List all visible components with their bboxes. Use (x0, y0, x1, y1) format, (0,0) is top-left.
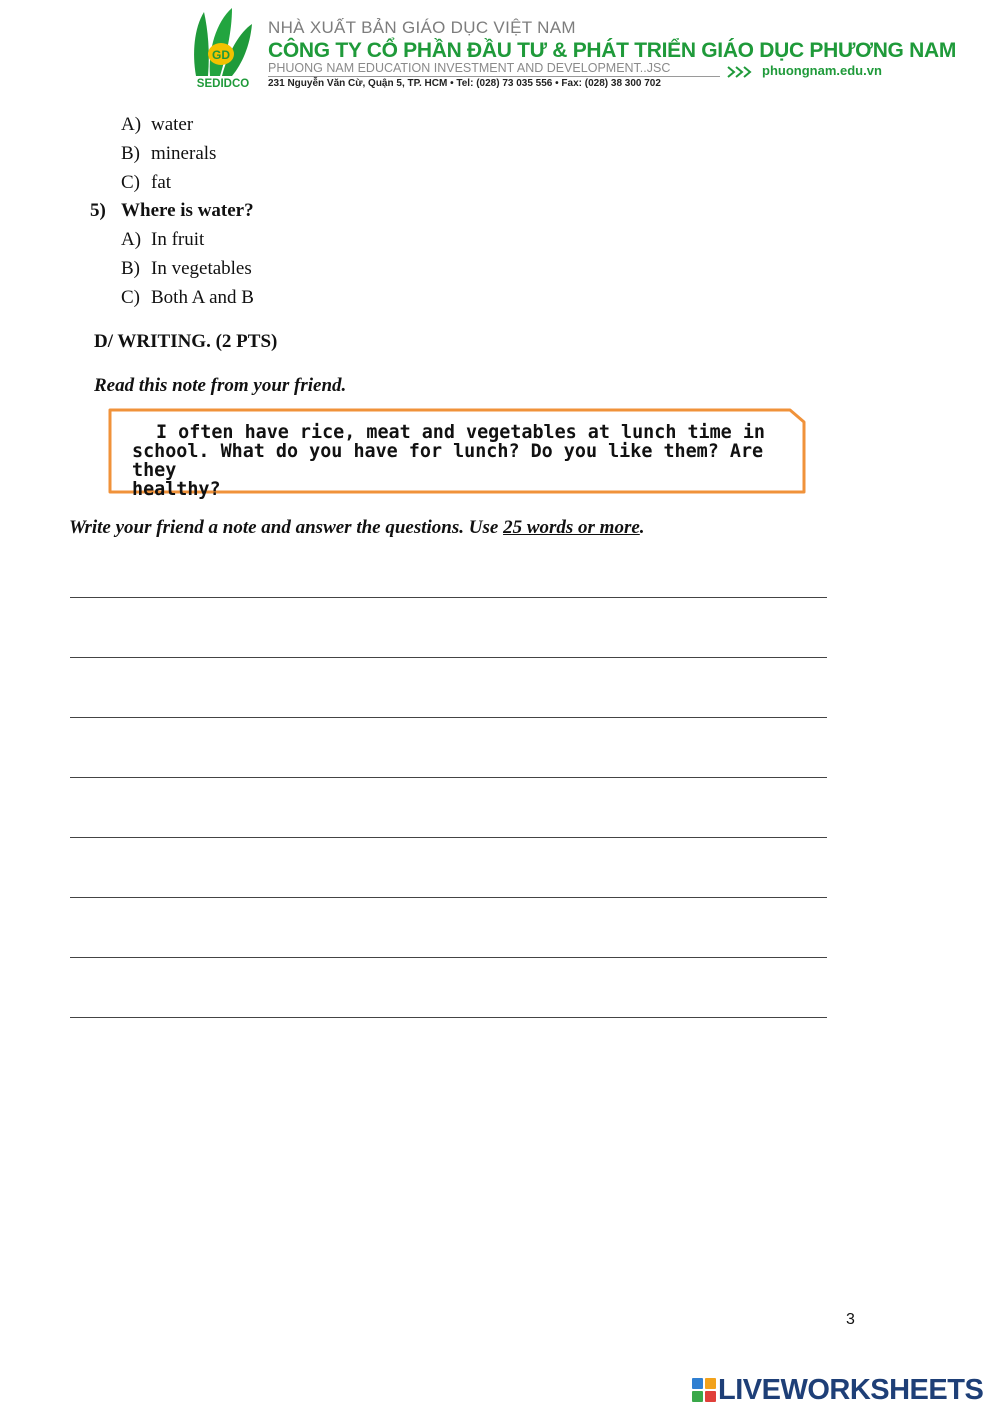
friend-note-text (132, 423, 792, 499)
answer-line[interactable] (70, 897, 827, 898)
company-name-en: PHUONG NAM EDUCATION INVESTMENT AND DEVELOPMENT..JSC (268, 61, 671, 75)
company-contact: 231 Nguyễn Văn Cừ, Quận 5, TP. HCM • Tel: (028) 73 035 556 • Fax: (028) 38 300 702 (268, 78, 661, 89)
option-text: Both A and B (151, 287, 254, 308)
answer-line[interactable] (70, 837, 827, 838)
task-word-count: 25 words or more (503, 517, 640, 538)
writing-task (69, 517, 645, 539)
answer-line[interactable] (70, 597, 827, 598)
publisher-name: NHÀ XUẤT BẢN GIÁO DỤC VIỆT NAM (268, 18, 576, 37)
option-letter: B) (121, 258, 140, 279)
question-text: Where is water? (121, 200, 254, 221)
liveworksheets-logo-icon (692, 1378, 716, 1402)
note-line-3: healthy? (132, 479, 221, 500)
option-letter: C) (121, 287, 140, 308)
option-letter: C) (121, 172, 140, 193)
q4-option-a[interactable] (121, 114, 193, 136)
question-number: 5) (90, 200, 106, 221)
option-text: minerals (151, 143, 217, 164)
page-number: 3 (846, 1311, 855, 1328)
logo-gd-text: GD (212, 48, 230, 62)
answer-line[interactable] (70, 1017, 827, 1018)
note-line-2: school. What do you have for lunch? Do you like them? Are they (132, 441, 764, 481)
task-text: Write your friend a note and answer the questions. Use (69, 517, 504, 538)
q5-option-a[interactable] (121, 229, 204, 251)
chevrons-right-icon (726, 64, 758, 80)
publisher-header (188, 6, 957, 90)
option-text: In fruit (151, 229, 205, 250)
option-text: In vegetables (151, 258, 252, 279)
q4-option-b[interactable] (121, 143, 216, 165)
q5-option-c[interactable] (121, 287, 254, 309)
note-line-1: I often have rice, meat and vegetables at lunch time in (156, 422, 765, 443)
answer-line[interactable] (70, 777, 827, 778)
liveworksheets-wordmark: LIVEWORKSHEETS (718, 1374, 984, 1406)
company-name: CÔNG TY CỔ PHẦN ĐẦU TƯ & PHÁT TRIỂN GIÁO DỤC PHƯƠNG NAM (268, 39, 957, 62)
section-title: D/ WRITING. (2 PTS) (94, 331, 278, 352)
logo-brand-text: SEDIDCO (196, 78, 250, 90)
answer-line[interactable] (70, 717, 827, 718)
header-rule (268, 76, 720, 77)
task-end: . (639, 517, 645, 538)
q4-option-c[interactable] (121, 172, 171, 194)
option-text: fat (151, 172, 172, 193)
company-website[interactable]: phuongnam.edu.vn (762, 63, 882, 78)
reading-instruction: Read this note from your friend. (94, 375, 347, 396)
q5-option-b[interactable] (121, 258, 252, 280)
option-letter: A) (121, 114, 142, 135)
question-5 (90, 200, 254, 222)
option-text: water (151, 114, 194, 135)
liveworksheets-brand (692, 1374, 992, 1406)
option-letter: A) (121, 229, 142, 250)
answer-line[interactable] (70, 957, 827, 958)
sedidco-logo (190, 6, 256, 90)
answer-line[interactable] (70, 657, 827, 658)
option-letter: B) (121, 143, 140, 164)
